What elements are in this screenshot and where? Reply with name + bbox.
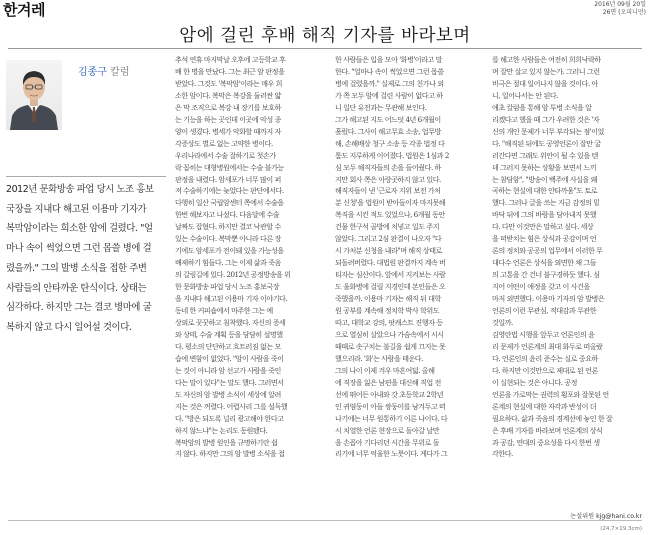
body-column-3: 를 해고한 사람들은 여전히 희희낙락하 며 잘만 살고 있지 않는가. 그러니 그런 비극은 절대 일어나지 않을 것이다. 아 니, 일어나서는 안 된다. 애초 칼럼을 통해 암 투병 소식을 알 리겠다고 했을 때 그가 우려한 것은 '자 신의 개인 문제가 너무 부각되는 점'이었 다. "해직된 뒤에도 공영언론이 잘만 굴 러간다면 그래도 위안이 될 수 있을 텐 데 그러지 못하는 상황을 보면서 느끼 는 참담함", "방송이 백주에 사실을 왜 곡하는 현실에 대한 안타까움"도 토로 했다. 그러나 글을 쓰는 지금 감정의 밑 바닥 뒤에 그의 바람을 담아내지 못했 다. 다만 이것만은 말하고 싶다. 세상 을 떠받치는 힘은 상식과 공감이며 언 론의 정치와 공공의 업무에서 이러한 무 대다수 언론은 상식을 외면한 채 그들 의 고통을 간 건너 불구경하듯 했다. 심 지어 어떤이 애정을 갖고 이 사건을 마저 외면했다. 이용마 기자의 암 발병은 언론의 이런 무관심, 적대감과 무관한 것일까. 김영란법 시행을 앞두고 언론인의 윤 리 문제가 언론계의 최대 화두로 떠올랐 다. 언론인의 윤리 준수는 실로 중요하 다. 하지만 이것만으로 제대로 된 언론 이 실현되는 것은 아니다. 공정 언론을 가로막는 권력의 횡포와 잘못된 언 론계의 현실에 대한 자각과 반성이 더 필요하다. 삶과 죽음의 경계선에 놓인 한 잘 은 후배 기자를 바라보며 언론계의 상식 과 공감, 연대의 중요성을 다시 한번 생 각한다. bbox=[492, 55, 613, 459]
article-title: 암에 걸린 후배 해직 기자를 바라보며 bbox=[179, 26, 471, 46]
title-divider bbox=[8, 48, 642, 49]
author-name: 김종구 bbox=[78, 67, 107, 78]
clipping-size: (24.7×19.3cm) bbox=[600, 526, 642, 532]
author-block bbox=[6, 56, 166, 176]
publication-date: 2016년 09월 20일 bbox=[594, 1, 646, 8]
edition-info bbox=[594, 1, 646, 17]
column-type: 칼럼 bbox=[110, 67, 130, 78]
body-column-2: 한 사람들은 입을 모아 '화병'이라고 말 한다. "얼마나 속이 썩었으면 그런 몹쓸 병에 걸렸을까." 실제로 그의 친가나 외 가 쪽 모두 암에 걸린 사람이 없다고 하 니 일단 유전과는 무관해 보인다. 그가 해고된 지도 어느덧 4년 6개월이 흘렀다. 그사이 해고무효 소송, 업무방 해, 손해배상 청구 소송 등 각종 법정 다 툼도 지루하게 이어졌다. 법원은 1심과 2 심 모두 해직자들의 손을 들어줬다. 하 지만 회사 쪽은 아랑곳하지 않고 있다. 해직자들이 낸 '근로자 지위 보전 가처 분 신청'을 법원이 받아들이자 마지못해 복직을 시킨 적도 있었으나, 6개월 동안 건물 한구석 골방에 처넣고 일도 주지 않았다. 그리고 2심 판결이 나오자 "다 시 가처분 신청을 내라"며 해직 상태로 되돌려버렸다. 대법원 판결까지 계속 버 티자는 심산이다. 앞에서 지켜보는 사람 도 울화병에 걸릴 지경인데 본인들은 오 죽했을까. 이용마 기자는 해직 뒤 대학 원 공부를 계속해 정치학 박사 학위도 따고, 대학교 강의, 팟캐스트 진행자 등 으로 열심히 살았으나 가슴속에서 시시 때때로 솟구치는 불길을 쉽게 끄지는 못 했으리라. '화'는 사람을 태운다. 그의 나이 이제 겨우 마흔여덟. 올해 에 직장을 잃은 남편을 대신해 직업 전 선에 뛰어든 아내와 갓 초등학교 2학년 인 귀염둥이 아들 쌍둥이를 남겨두고 떠 나기에는 너무 원통하기 이른 나이다. 다 시 치열한 언론 현장으로 돌아갈 날만 을 손꼽아 기다리던 시간을 무위로 돌 리기에 너무 억울한 노릇이다. 게다가 그 bbox=[335, 55, 449, 459]
masthead bbox=[0, 0, 650, 18]
newspaper-logo: 한겨레 bbox=[3, 1, 45, 19]
author-photo bbox=[6, 60, 62, 130]
author-signature: 논설위원 kjg@hani.co.kr bbox=[570, 513, 642, 520]
lede-summary: 2012년 문화방송 파업 당시 노조 홍보 국장을 지내다 해고된 이용마 기자가 복막암이라는 희소한 암에 걸렸다. "얼 마나 속이 썩었으면 그런 몹쓸 병에 걸 렸을까." 그의 발병 소식을 접한 주변 사람들의 안타까운 탄식이다. 상태는 심각하다. 하지만 그는 결코 병마에 굴 복하지 않고 다시 일어설 것이다. bbox=[6, 184, 154, 333]
lede-divider bbox=[6, 176, 166, 177]
page-section: 26면 (오피니언) bbox=[602, 9, 646, 16]
body-column-1: 추석 연휴 마지막날 오후에 고등학교 후 배 한 명을 만났다. 그는 최근 암 판정을 받았다. 그것도 '복막암'이라는 매우 희 소한 암이다. 복막은 복강을 둘러싼 얇 은 막 조직으로 복강 내 장기를 보호하 는 기능을 하는 곳인데 이곳에 악성 종 양이 생겼다. 병세가 악화할 때까지 자 각증상도 별로 없는 고약한 병이다. 우리나라에서 수술 잘하기로 첫손가 락 꼽히는 대형병원에서는 수술 불가능 판정을 내렸다. 암세포가 너무 많이 퍼 져 수술하기에는 늦었다는 판단에서다. 다행히 일산 국립암센터 쪽에서 수술을 한번 해보자고 나섰다. 다음달에 수술 날짜도 잡혔다. 하지만 결코 낙관할 수 있는 수술이다. 복막뿐 아니라 다른 장 기에도 암세포가 전이돼 있을 가능성을 배제하기 힘들다. 그는 이제 삶과 죽음 의 갈림길에 있다. 2012년 공정방송을 위 한 문화방송 파업 당시 노조 홍보국장 을 지내다 해고된 이용마 기자 이야기다. 동네 한 커피숍에서 마주한 그는 예 상외로 꿋꿋하고 침착했다. 자신의 증세 와 상태, 수술 계획 등을 담담히 설명했 다. 평소의 단단하고 흐트러짐 없는 모 습에 변함이 없었다. "암이 사람을 죽이 는 것이 아니라 암 선고가 사람을 죽인 다는 말이 있다"는 말도 했다. 그러면서 도 자신의 암 발병 소식이 세상에 알려 지는 것은 꺼렸다. 어렵사리 그를 설득했 다. "방은 되도록 널리 광고해야 한다고 하지 않느냐"는 논리도 동원됐다. 복막암의 발병 원인을 규명하기란 쉽 지 않다. 하지만 그의 암 발병 소식을 접 bbox=[175, 55, 291, 459]
bottom-divider bbox=[8, 520, 642, 521]
byline bbox=[78, 63, 130, 78]
